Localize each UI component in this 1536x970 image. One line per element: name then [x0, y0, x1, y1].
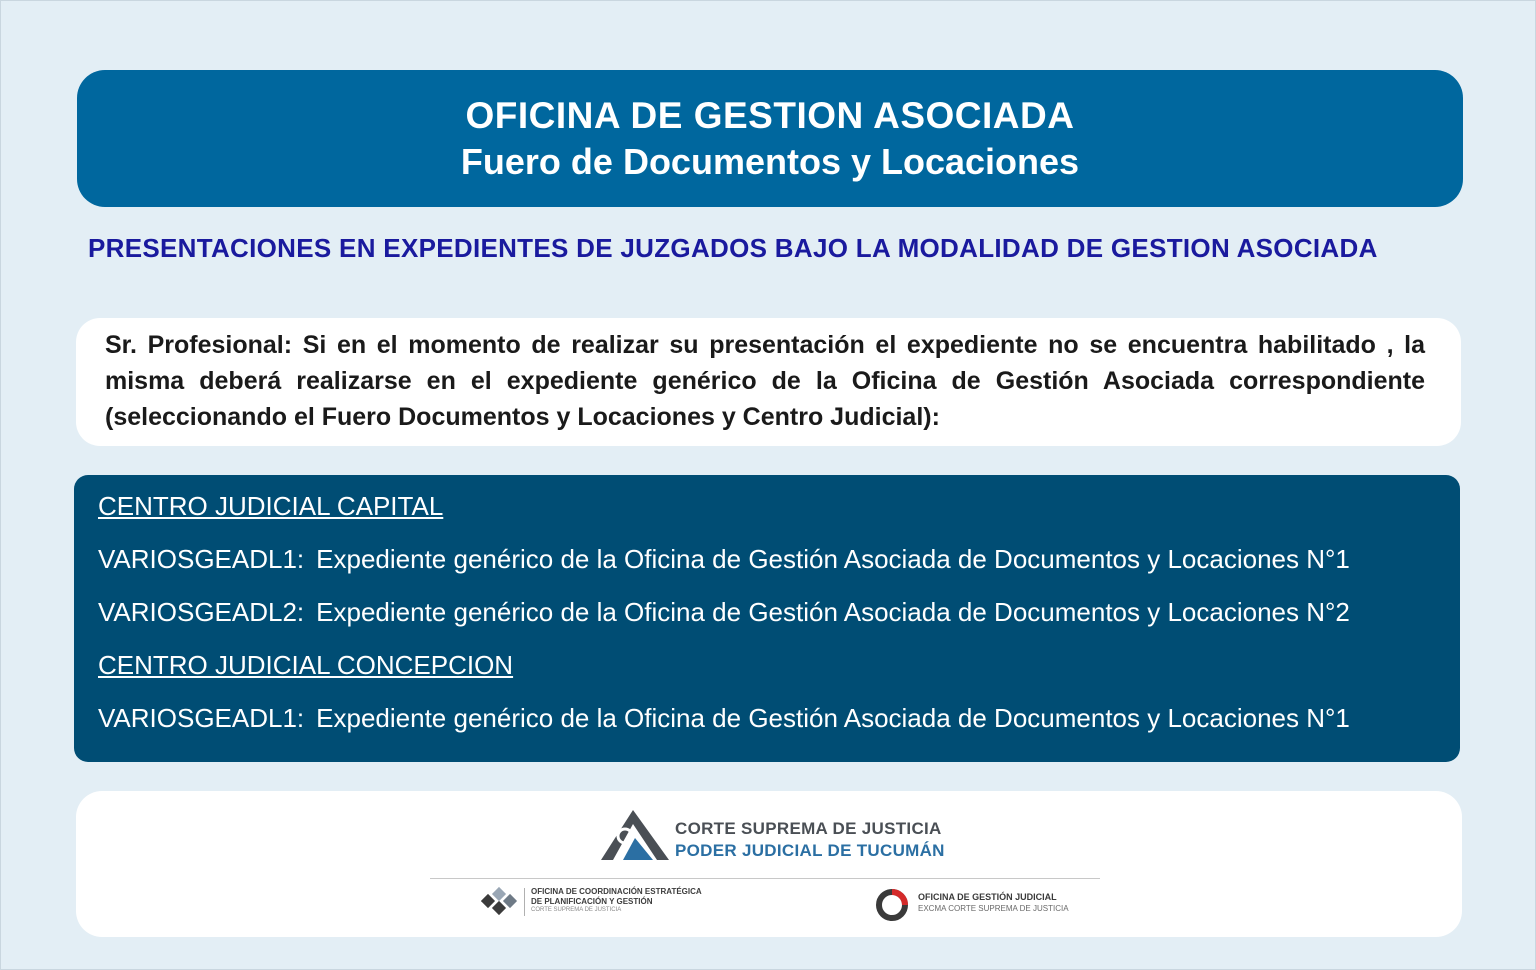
entry-code: VARIOSGEADL2: — [98, 597, 305, 627]
entry-capital-2 — [98, 595, 1436, 629]
entry-capital-1 — [98, 542, 1436, 576]
csj-triangle-logo-icon — [599, 806, 671, 862]
center-title-capital: CENTRO JUDICIAL CAPITAL — [98, 491, 444, 521]
planning-line2: DE PLANIFICACIÓN Y GESTIÓN — [531, 897, 653, 906]
planning-line1: OFICINA DE COORDINACIÓN ESTRATÉGICA — [531, 887, 702, 896]
csj-logo — [599, 806, 945, 866]
cubes-logo-icon — [481, 886, 519, 918]
entry-concepcion-1 — [98, 701, 1436, 735]
header-subtitle: Fuero de Documentos y Locaciones — [460, 140, 1080, 182]
entry-description: Expediente genérico de la Oficina de Gestión Asociada de Documentos y Locaciones N°1 — [316, 544, 1350, 574]
centers-box — [74, 475, 1460, 762]
planning-line3: CORTE SUPREMA DE JUSTICIA — [531, 907, 622, 913]
header-title: OFICINA DE GESTION ASOCIADA — [465, 94, 1075, 136]
section-heading: PRESENTACIONES EN EXPEDIENTES DE JUZGADOS BAJO LA MODALIDAD DE GESTION ASOCIADA — [88, 233, 1378, 263]
entry-code: VARIOSGEADL1: — [98, 544, 305, 574]
header-banner — [77, 70, 1463, 207]
ogj-logo — [874, 887, 1074, 923]
notice-box — [76, 318, 1461, 446]
ring-logo-icon — [874, 887, 910, 923]
logo-footer — [76, 791, 1462, 937]
notice-text: Sr. Profesional: Si en el momento de realizar su presentación el expediente no se encuentra habilitado , la misma deberá realizarse en el expediente genérico de la Oficina de Gestión Asociada correspondiente (seleccionando el Fuero Documentos y Locaciones y Centro Judicial): — [105, 331, 1425, 431]
entry-description: Expediente genérico de la Oficina de Gestión Asociada de Documentos y Locaciones N°1 — [316, 703, 1350, 733]
csj-line1: CORTE SUPREMA DE JUSTICIA — [675, 819, 942, 838]
ogj-line2: EXCMA CORTE SUPREMA DE JUSTICIA — [918, 904, 1069, 913]
ogj-line1: OFICINA DE GESTIÓN JUDICIAL — [918, 892, 1057, 902]
planning-office-logo — [479, 886, 719, 922]
footer-divider — [430, 878, 1100, 879]
entry-code: VARIOSGEADL1: — [98, 703, 305, 733]
csj-line2: PODER JUDICIAL DE TUCUMÁN — [675, 841, 945, 860]
entry-description: Expediente genérico de la Oficina de Gestión Asociada de Documentos y Locaciones N°2 — [316, 597, 1350, 627]
center-title-concepcion: CENTRO JUDICIAL CONCEPCION — [98, 650, 514, 680]
planning-separator — [524, 888, 525, 916]
